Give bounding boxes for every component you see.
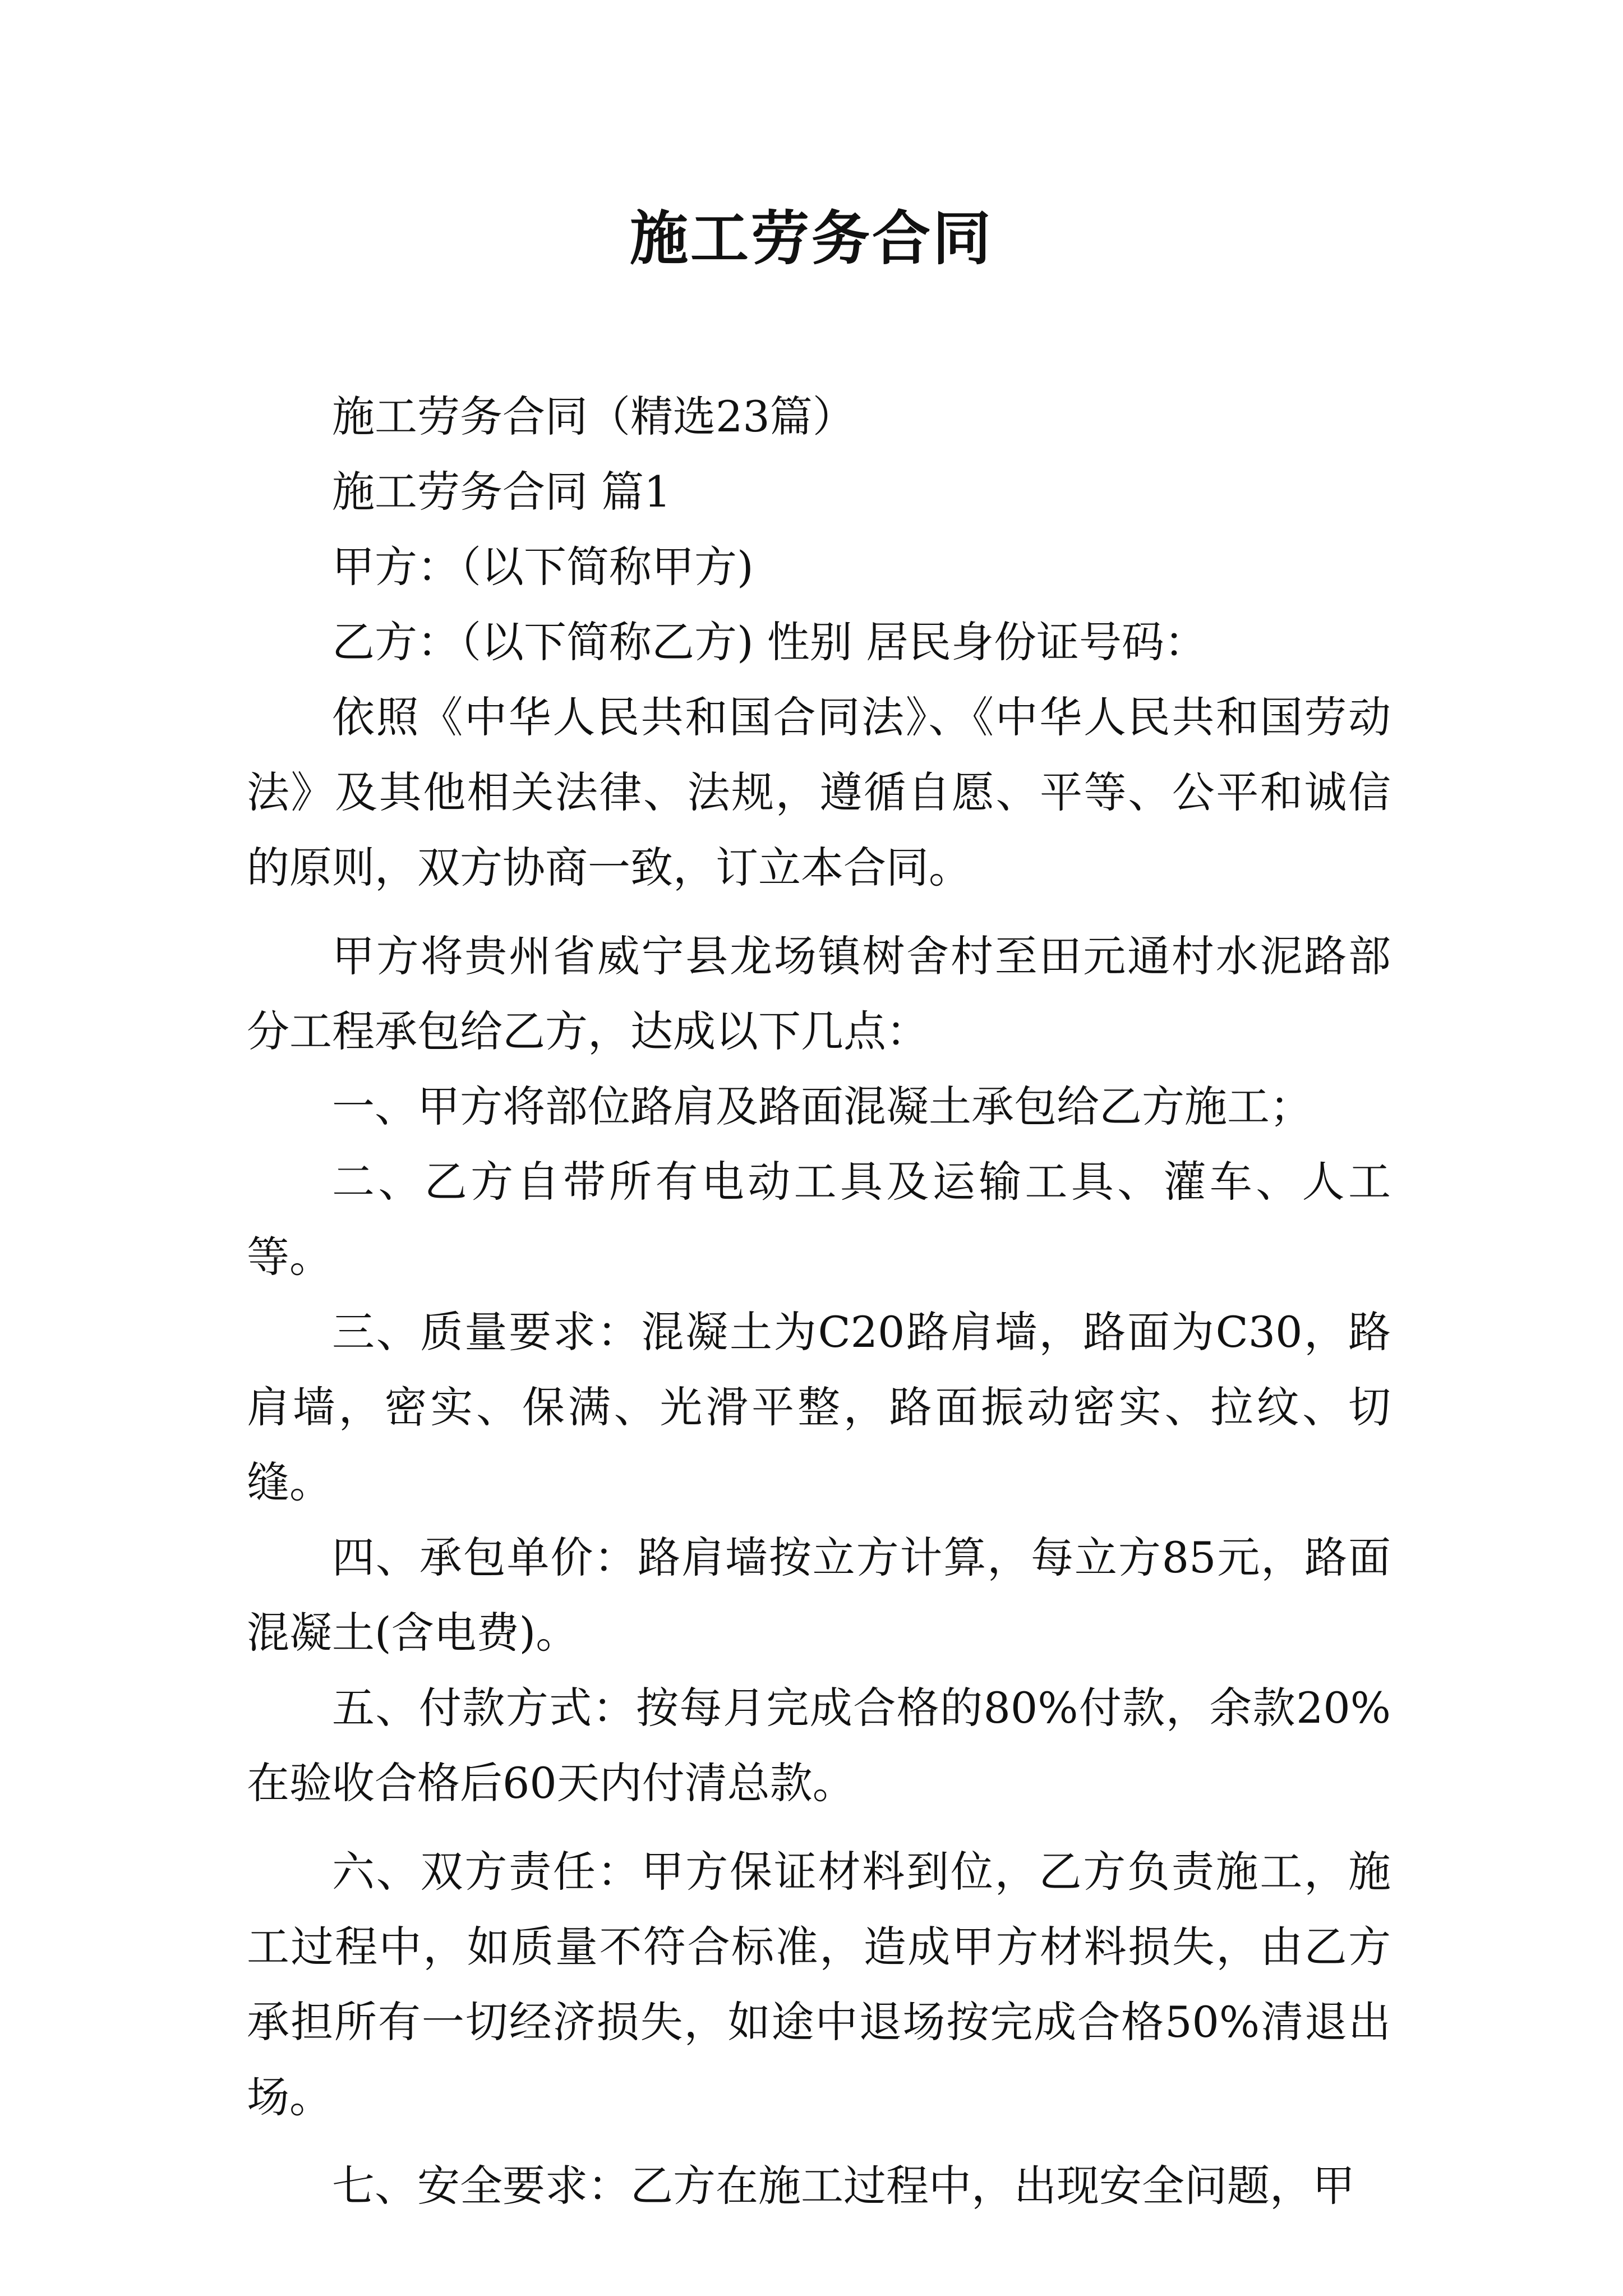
paragraph-clause-4: 四、承包单价：路肩墙按立方计算，每立方85元，路面混凝土(含电费)。	[247, 1533, 1391, 1658]
document-body	[247, 379, 1391, 2224]
paragraph-clause-1: 一、甲方将部位路肩及路面混凝土承包给乙方施工；	[332, 1082, 1312, 1131]
document-title: 施工劳务合同	[629, 204, 993, 273]
paragraph-clause-3: 三、质量要求：混凝土为C20路肩墙，路面为C30，路肩墙，密实、保满、光滑平整，路面振动密实、拉纹、切缝。	[247, 1307, 1391, 1507]
paragraph-clause-5: 五、付款方式：按每月完成合格的80%付款，余款20%在验收合格后60天内付清总款。	[247, 1683, 1391, 1808]
paragraph-clause-6: 六、双方责任：甲方保证材料到位，乙方负责施工，施工过程中，如质量不符合标准，造成甲方材料损失，由乙方承担所有一切经济损失，如途中退场按完成合格50%清退出场。	[247, 1847, 1391, 2122]
paragraph-legal-basis: 依照《中华人民共和国合同法》、《中华人民共和国劳动法》及其他相关法律、法规，遵循自愿、平等、公平和诚信的原则，双方协商一致，订立本合同。	[247, 692, 1391, 892]
paragraph-clause-2: 二、乙方自带所有电动工具及运输工具、灌车、人工等。	[247, 1157, 1391, 1282]
paragraph-party-a: 甲方：（以下简称甲方)	[332, 542, 754, 592]
paragraph-party-b: 乙方：（以下简称乙方) 性别 居民身份证号码：	[332, 617, 1207, 667]
paragraph-section-heading: 施工劳务合同 篇1	[332, 467, 671, 517]
paragraph-clause-7: 七、安全要求：乙方在施工过程中，出现安全问题，甲	[332, 2161, 1355, 2211]
paragraph-subtitle: 施工劳务合同（精选23篇）	[332, 392, 855, 441]
paragraph-project-scope: 甲方将贵州省威宁县龙场镇树舍村至田元通村水泥路部分工程承包给乙方，达成以下几点：	[247, 931, 1391, 1056]
